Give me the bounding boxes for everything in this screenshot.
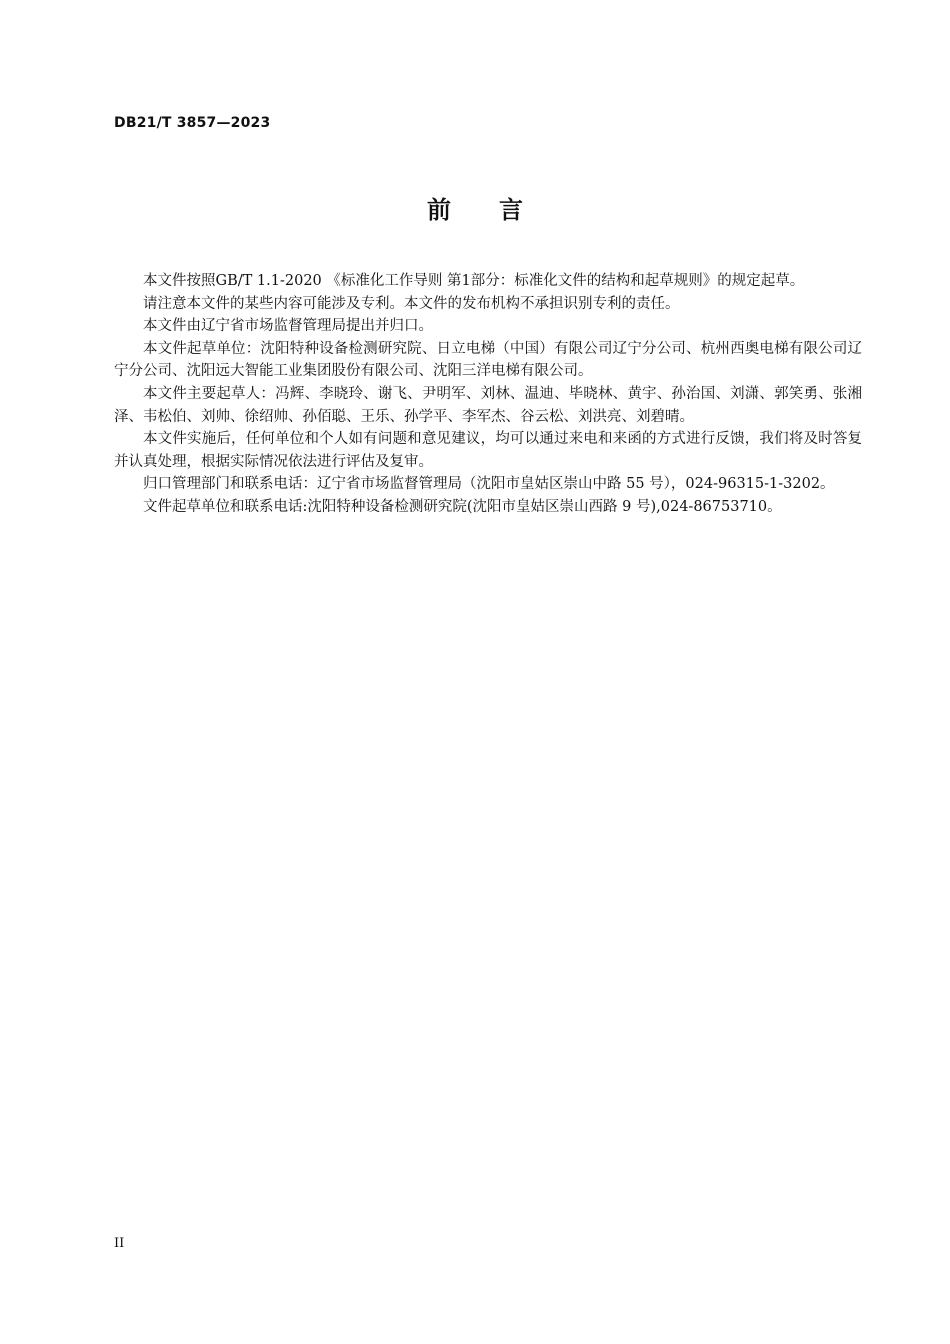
- foreword-body: [114, 270, 862, 519]
- paragraph-drafters: 本文件主要起草人：冯辉、李晓玲、谢飞、尹明军、刘林、温迪、毕晓林、黄宇、孙治国、刘潇、郭笑勇、张湘泽、韦松伯、刘帅、徐绍帅、孙佰聪、王乐、孙学平、李军杰、谷云松、刘洪亮、刘碧晴。: [114, 385, 862, 425]
- paragraph-authority-contact: 归口管理部门和联系电话：辽宁省市场监督管理局（沈阳市皇姑区崇山中路 55 号），024-96315-1-3202。: [143, 476, 835, 493]
- document-code: DB21/T 3857—2023: [114, 115, 271, 131]
- paragraph-drafting-units: 本文件起草单位：沈阳特种设备检测研究院、日立电梯（中国）有限公司辽宁分公司、杭州西奥电梯有限公司辽宁分公司、沈阳远大智能工业集团股份有限公司、沈阳三洋电梯有限公司。: [114, 340, 862, 380]
- paragraph-patent-notice: 请注意本文件的某些内容可能涉及专利。本文件的发布机构不承担识别专利的责任。: [143, 295, 680, 312]
- paragraph-proposer: 本文件由辽宁省市场监督管理局提出并归口。: [143, 318, 433, 335]
- paragraph-feedback: 本文件实施后，任何单位和个人如有问题和意见建议，均可以通过来电和来函的方式进行反馈，我们将及时答复并认真处理，根据实际情况依法进行评估及复审。: [114, 431, 862, 470]
- paragraph-drafting-rules: 本文件按照GB/T 1.1-2020 《标准化工作导则 第1部分：标准化文件的结构和起草规则》的规定起草。: [143, 273, 805, 289]
- page-number: II: [114, 1236, 125, 1251]
- page-title: 前言: [427, 196, 571, 224]
- paragraph-drafter-contact: 文件起草单位和联系电话:沈阳特种设备检测研究院(沈阳市皇姑区崇山西路 9 号),024-86753710。: [143, 498, 782, 515]
